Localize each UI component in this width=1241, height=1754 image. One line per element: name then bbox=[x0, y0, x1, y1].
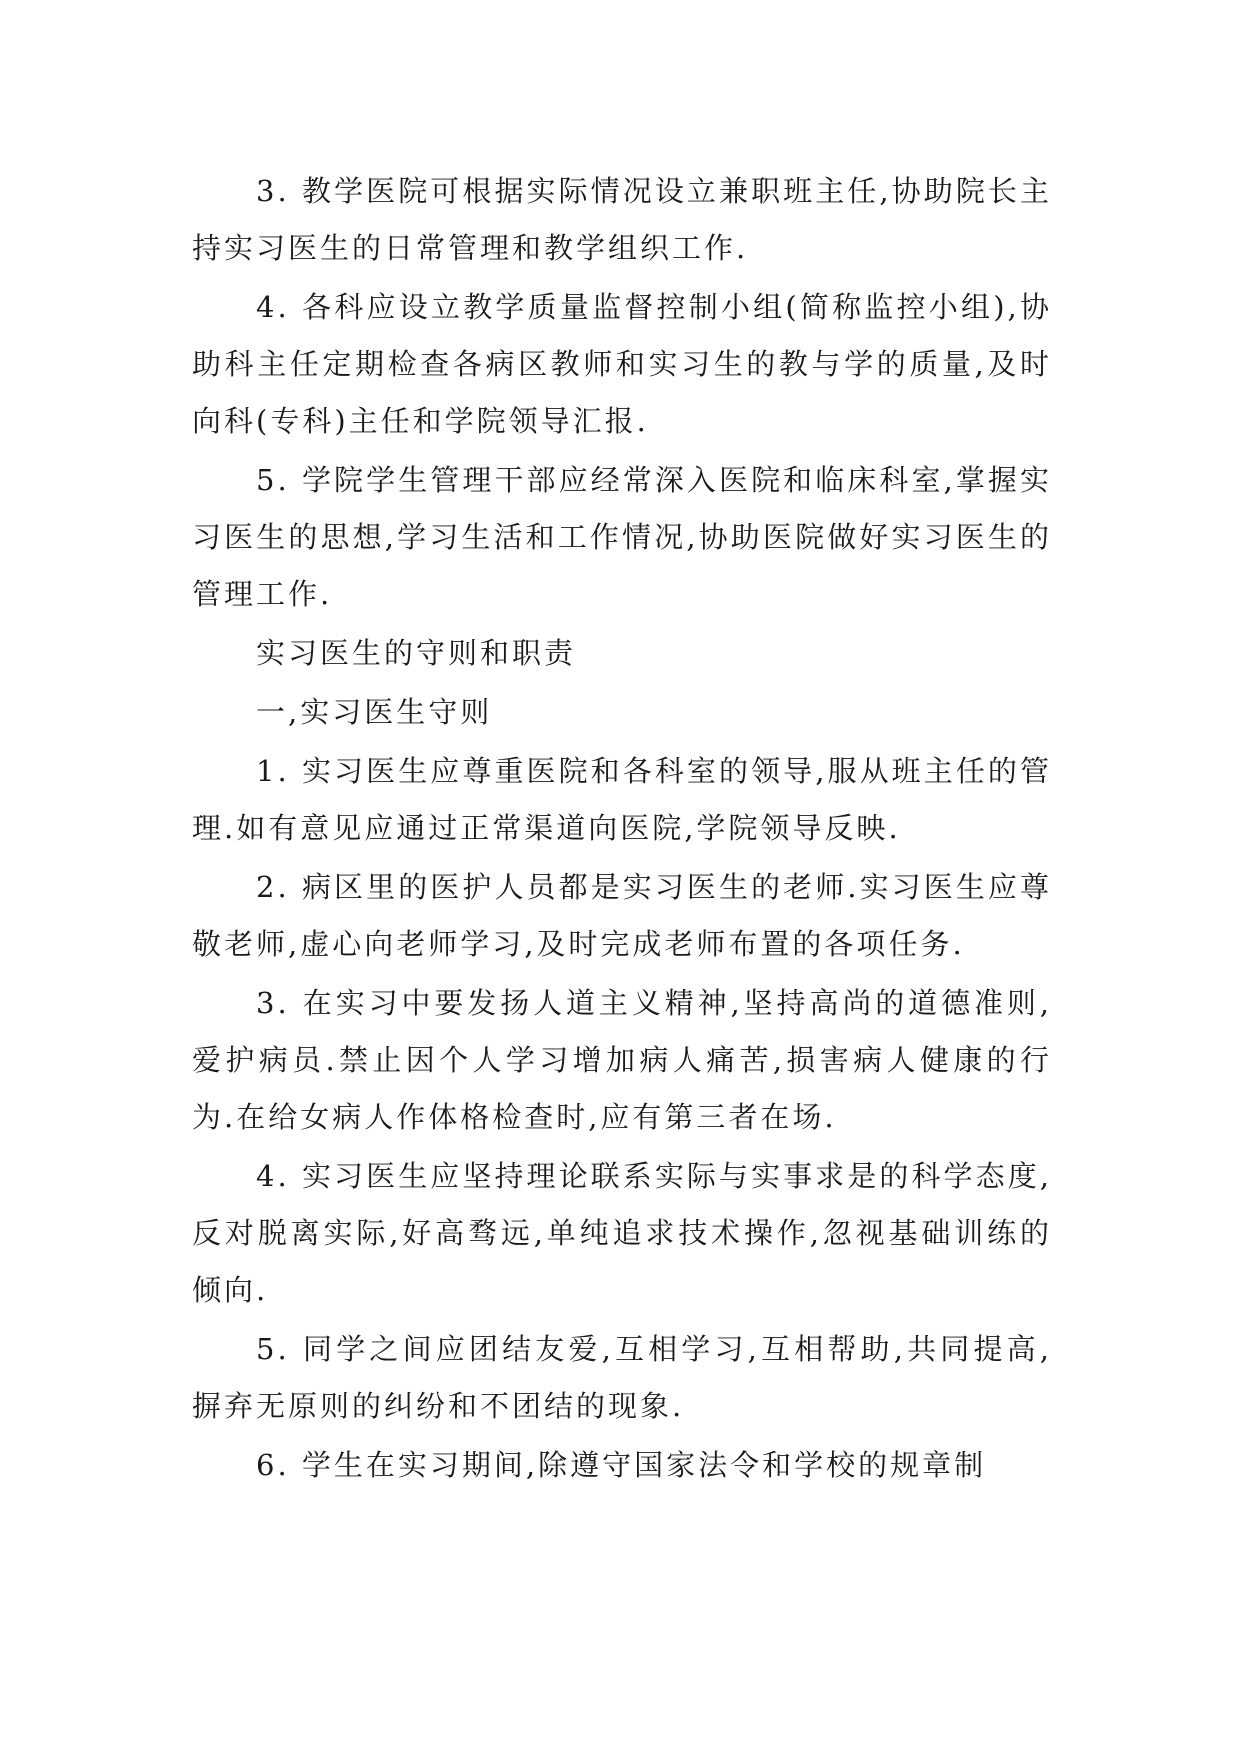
paragraph-item-4-quality-monitoring: 4. 各科应设立教学质量监督控制小组(简称监控小组),协助科主任定期检查各病区教师和实习生的教与学的质量,及时向科(专科)主任和学院领导汇报. bbox=[192, 290, 1052, 438]
rule-item-4: 4. 实习医生应坚持理论联系实际与实事求是的科学态度,反对脱离实际,好高骛远,单纯追求技术操作,忽视基础训练的倾向. bbox=[192, 1159, 1052, 1307]
rule-item-1: 1. 实习医生应尊重医院和各科室的领导,服从班主任的管理.如有意见应通过正常渠道向医院,学院领导反映. bbox=[192, 754, 1052, 845]
rule-item-5: 5. 同学之间应团结友爱,互相学习,互相帮助,共同提高,摒弃无原则的纠纷和不团结的现象. bbox=[192, 1332, 1052, 1423]
paragraph-item-5-student-management: 5. 学院学生管理干部应经常深入医院和临床科室,掌握实习医生的思想,学习生活和工作情况,协助医院做好实习医生的管理工作. bbox=[192, 463, 1052, 611]
rule-item-3: 3. 在实习中要发扬人道主义精神,坚持高尚的道德准则,爱护病员.禁止因个人学习增加病人痛苦,损害病人健康的行为.在给女病人作体格检查时,应有第三者在场. bbox=[192, 986, 1052, 1134]
rule-item-6: 6. 学生在实习期间,除遵守国家法令和学校的规章制 bbox=[256, 1448, 987, 1482]
paragraph-item-3-teaching-hospital: 3. 教学医院可根据实际情况设立兼职班主任,协助院长主持实习医生的日常管理和教学组织工作. bbox=[192, 174, 1052, 265]
section-heading: 实习医生的守则和职责 bbox=[256, 636, 577, 670]
subsection-heading: 一,实习医生守则 bbox=[256, 695, 493, 729]
document-body bbox=[192, 163, 1052, 1494]
rule-item-2: 2. 病区里的医护人员都是实习医生的老师.实习医生应尊敬老师,虚心向老师学习,及时完成老师布置的各项任务. bbox=[192, 870, 1052, 961]
